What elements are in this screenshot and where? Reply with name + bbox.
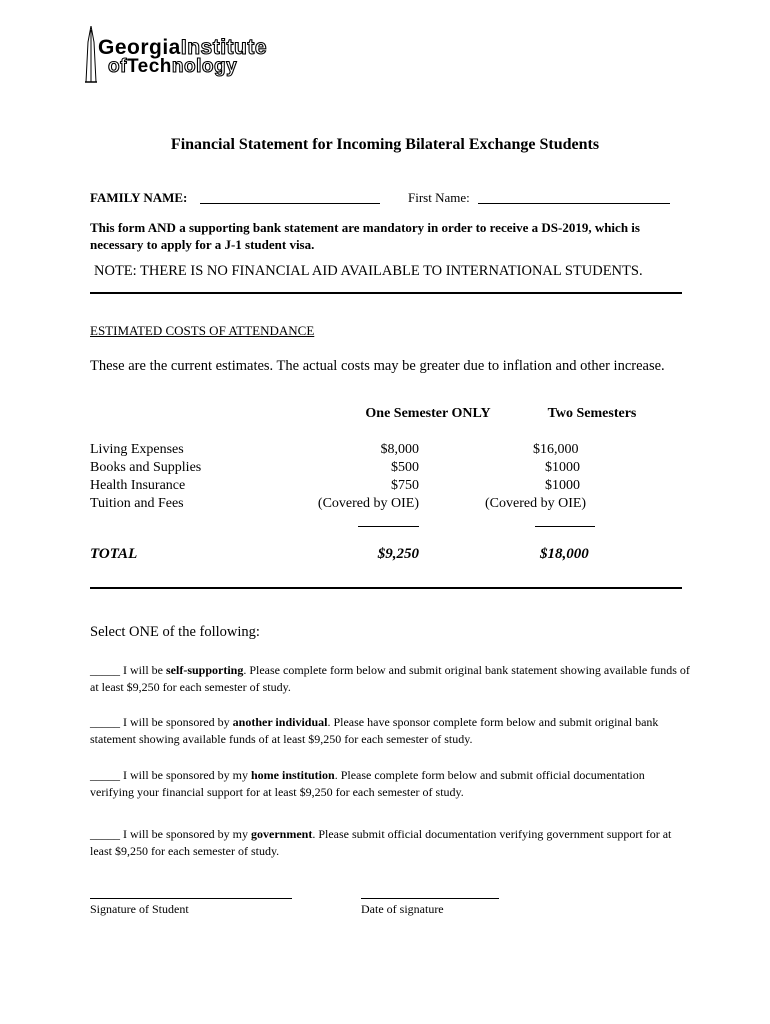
mandatory-note: This form AND a supporting bank statement are mandatory in order to receive a DS-2019, which is necessary to apply for a J-1 student visa. bbox=[90, 220, 640, 252]
logo-nology: nology bbox=[171, 56, 238, 77]
logo-georgia: Georgia bbox=[98, 36, 181, 59]
signature-field[interactable] bbox=[90, 898, 292, 899]
sum-line-one bbox=[358, 526, 419, 527]
row-one-semester: $750 bbox=[391, 478, 419, 493]
row-two-semesters: $1000 bbox=[545, 460, 580, 475]
row-one-semester: (Covered by OIE) bbox=[317, 496, 419, 511]
financial-aid-note: NOTE: THERE IS NO FINANCIAL AID AVAILABLE TO INTERNATIONAL STUDENTS. bbox=[94, 263, 643, 279]
sum-line-two bbox=[535, 526, 595, 527]
logo-institute: Institute bbox=[180, 36, 268, 59]
logo-tech: Tech bbox=[126, 56, 172, 77]
total-two-semesters: $18,000 bbox=[540, 546, 589, 562]
col-header-two-semesters: Two Semesters bbox=[547, 406, 637, 421]
row-one-semester: $8,000 bbox=[380, 442, 419, 457]
total-one-semester: $9,250 bbox=[377, 546, 419, 562]
option-self-supporting[interactable]: _____ I will be self-supporting. Please complete form below and submit original bank statement showing available funds of at least $9,250 for each semester of study. bbox=[90, 663, 690, 694]
option-blank[interactable]: _____ bbox=[90, 827, 120, 841]
costs-intro: These are the current estimates. The actual costs may be greater due to inflation and other increase. bbox=[90, 358, 665, 374]
divider bbox=[90, 292, 682, 294]
table-row bbox=[90, 496, 690, 514]
option-another-individual[interactable]: _____ I will be sponsored by another individual. Please have sponsor complete form below and submit original bank statement showing available funds of at least $9,250 for each semester of study. bbox=[90, 715, 659, 746]
signature-label: Signature of Student bbox=[90, 902, 189, 916]
row-one-semester: $500 bbox=[391, 460, 419, 475]
option-home-institution[interactable]: _____ I will be sponsored by my home institution. Please complete form below and submit official documentation verifying your financial support for at least $9,250 for each semester of study. bbox=[90, 768, 645, 799]
row-label: Health Insurance bbox=[90, 478, 186, 493]
option-blank[interactable]: _____ bbox=[90, 663, 120, 677]
option-government[interactable]: _____ I will be sponsored by my government. Please submit official documentation verifying government support for at least $9,250 for each semester of study. bbox=[90, 827, 672, 858]
date-field[interactable] bbox=[361, 898, 499, 899]
row-label: Tuition and Fees bbox=[90, 496, 184, 511]
col-header-one-semester: One Semester ONLY bbox=[365, 406, 491, 421]
georgia-tech-logo bbox=[82, 26, 322, 86]
date-label: Date of signature bbox=[361, 902, 444, 916]
costs-heading: ESTIMATED COSTS OF ATTENDANCE bbox=[90, 323, 315, 338]
total-label: TOTAL bbox=[90, 546, 138, 562]
row-label: Books and Supplies bbox=[90, 460, 202, 475]
page-title: Financial Statement for Incoming Bilateral Exchange Students bbox=[170, 136, 600, 153]
divider bbox=[90, 587, 682, 589]
table-row bbox=[90, 478, 690, 496]
option-blank[interactable]: _____ bbox=[90, 768, 120, 782]
logo-of: of bbox=[108, 56, 127, 77]
first-name-label: First Name: bbox=[408, 190, 470, 205]
table-row bbox=[90, 460, 690, 478]
select-heading: Select ONE of the following: bbox=[90, 624, 260, 640]
option-blank[interactable]: _____ bbox=[90, 715, 120, 729]
row-two-semesters: (Covered by OIE) bbox=[485, 496, 587, 511]
family-name-label: FAMILY NAME: bbox=[90, 190, 188, 205]
row-label: Living Expenses bbox=[90, 442, 184, 457]
family-name-field[interactable] bbox=[200, 191, 380, 204]
costs-table bbox=[90, 442, 690, 514]
row-two-semesters: $16,000 bbox=[533, 442, 579, 457]
first-name-field[interactable] bbox=[478, 191, 670, 204]
table-row bbox=[90, 442, 690, 460]
row-two-semesters: $1000 bbox=[545, 478, 580, 493]
